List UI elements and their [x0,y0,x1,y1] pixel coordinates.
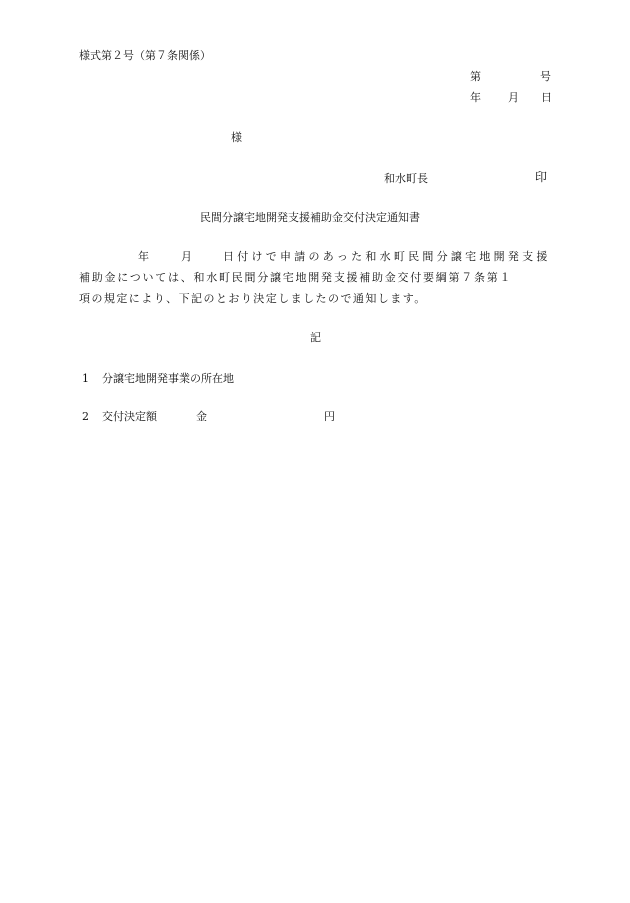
body-line-3-text: 項の規定により、下記のとおり決定しましたので通知します。 [79,292,427,305]
body-line-1 [79,250,549,264]
body-line-2-text: 補助金については、和水町民間分譲宅地開発支援補助金交付要綱第７条第１ [79,271,513,284]
seal-mark: 印 [535,170,548,184]
doc-number-suffix: 号 [540,70,551,83]
body-line-2 [79,271,549,285]
body-year-label: 年 [138,250,150,263]
body-line-1-text: 日付けで申請のあった和水町民間分譲宅地開発支援 [223,250,549,263]
addressee-honorific: 様 [231,131,242,144]
date-month-label: 月 [508,91,519,104]
body-month-label: 月 [181,250,193,263]
currency-suffix: 円 [324,410,335,423]
document-title: 民間分譲宅地開発支援補助金交付決定通知書 [200,211,420,224]
body-line-3 [79,292,549,306]
currency-prefix: 金 [196,410,207,423]
form-number: 様式第２号（第７条関係） [79,49,211,62]
date-year-label: 年 [470,91,481,104]
item-number: 2 [82,410,89,423]
item-label-amount: 交付決定額 [102,410,157,423]
item-number: 1 [82,372,89,385]
item-label-location: 分譲宅地開発事業の所在地 [102,372,234,385]
issuer-name: 和水町長 [384,172,428,185]
doc-number-prefix: 第 [470,70,481,83]
ki-heading: 記 [310,331,321,344]
date-day-label: 日 [541,91,552,104]
